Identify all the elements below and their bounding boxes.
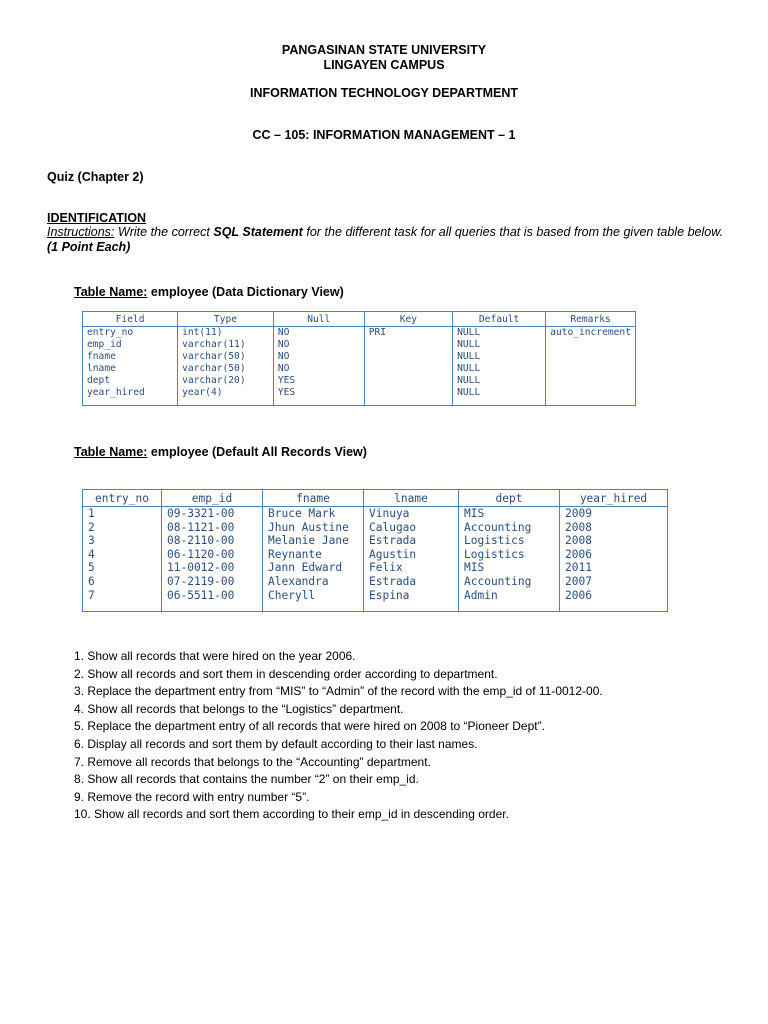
table-cell: Admin: [459, 589, 560, 612]
question-item: 3. Replace the department entry from “MIS” to “Admin” of the record with the emp_id of 11-0012-00.: [74, 684, 603, 699]
table-row: [83, 387, 636, 406]
table-cell: 2009: [565, 507, 592, 520]
table-cell: 2011: [565, 561, 592, 575]
table-cell: NULL: [453, 363, 546, 375]
table-cell: auto_increment: [550, 327, 631, 338]
table-cell: [546, 339, 636, 351]
section-heading: IDENTIFICATION: [47, 211, 147, 225]
table-name-value: employee (Default All Records View): [147, 445, 367, 459]
column-header: Null: [273, 312, 364, 327]
instructions-label: Instructions:: [47, 225, 115, 239]
table-cell: Agustin: [364, 548, 459, 562]
column-header: lname: [364, 490, 459, 507]
table-row: [83, 521, 668, 535]
column-header: Default: [453, 312, 546, 327]
table-cell: 2008: [565, 534, 592, 548]
employee-records-table: [82, 489, 668, 612]
table-cell: emp_id: [83, 339, 178, 351]
instructions-text-2: for the different task for all queries that is based from the given table below.: [302, 225, 724, 239]
question-item: 4. Show all records that belongs to the “Logistics” department.: [74, 701, 404, 716]
quiz-title: Quiz (Chapter 2): [47, 170, 144, 184]
table-cell: 08-2110-00: [162, 534, 263, 548]
table-cell: 09-3321-00: [162, 507, 263, 521]
table-cell: [364, 375, 452, 387]
table-cell: dept: [83, 375, 178, 387]
table-cell: NO: [273, 327, 364, 340]
table-cell: [546, 363, 636, 375]
question-item: 1. Show all records that were hired on the year 2006.: [74, 649, 356, 663]
table-cell: entry_no: [83, 327, 178, 340]
column-header: Type: [178, 312, 274, 327]
table-cell: lname: [83, 363, 178, 375]
table-row: [83, 561, 668, 575]
column-header: fname: [263, 490, 364, 507]
table-cell: NULL: [453, 327, 546, 340]
table-name-label: Table Name:: [74, 445, 148, 459]
table-row: [83, 339, 636, 351]
table-cell: 2006: [565, 588, 592, 602]
table-cell: varchar(20): [178, 375, 274, 387]
table-cell: Estrada: [364, 534, 459, 548]
table-row: [83, 351, 636, 363]
table-row: [83, 534, 668, 548]
table-row: [83, 363, 636, 375]
question-item: 9. Remove the record with entry number “5”.: [74, 789, 310, 804]
table-cell: NO: [273, 363, 364, 375]
table-row: [83, 589, 668, 612]
dictionary-header-row: [83, 312, 636, 327]
instructions: [47, 225, 723, 255]
table-cell: [364, 387, 452, 406]
table-cell: [546, 375, 636, 387]
table-cell: Espina: [364, 589, 459, 612]
table-cell: Logistics: [459, 548, 560, 562]
table-cell: Estrada: [364, 575, 459, 589]
table-cell: Felix: [364, 561, 459, 575]
table-cell: 11-0012-00: [162, 561, 263, 575]
table-cell: NULL: [453, 351, 546, 363]
table-row: [83, 375, 636, 387]
table-cell: year_hired: [83, 387, 178, 406]
question-item: 7. Remove all records that belongs to the “Accounting” department.: [74, 754, 431, 769]
question-item: 8. Show all records that contains the number “2” on their emp_id.: [74, 772, 419, 787]
data-dictionary-table: [82, 311, 636, 406]
column-header: emp_id: [162, 490, 263, 507]
department-name: INFORMATION TECHNOLOGY DEPARTMENT: [249, 86, 519, 100]
table-cell: 2006: [565, 547, 592, 561]
dictionary-table-caption: [74, 285, 344, 300]
question-item: 6. Display all records and sort them by default according to their last names.: [74, 736, 478, 751]
table-cell: NULL: [453, 387, 546, 406]
table-row: [83, 327, 636, 340]
table-row: [83, 507, 668, 521]
table-cell: Accounting: [459, 521, 560, 535]
course-title: CC – 105: INFORMATION MANAGEMENT – 1: [252, 128, 516, 142]
table-name-value: employee (Data Dictionary View): [147, 285, 344, 299]
column-header: Key: [364, 312, 452, 327]
points-note: (1 Point Each): [47, 240, 131, 254]
table-cell: varchar(11): [178, 339, 274, 351]
table-cell: NULL: [453, 375, 546, 387]
instructions-emphasis: SQL Statement: [213, 225, 303, 239]
instructions-text-1: Write the correct: [114, 225, 214, 239]
table-cell: int(11): [178, 327, 274, 340]
table-row: [83, 575, 668, 589]
table-cell: NULL: [453, 339, 546, 351]
table-cell: Logistics: [459, 534, 560, 548]
table-cell: MIS: [459, 561, 560, 575]
table-cell: 5: [83, 561, 162, 575]
question-item: 10. Show all records and sort them according to their emp_id in descending order.: [74, 807, 509, 822]
column-header: year_hired: [560, 490, 668, 507]
table-cell: YES: [273, 387, 364, 406]
table-cell: [364, 363, 452, 375]
table-cell: 06-5511-00: [162, 589, 263, 612]
table-cell: 3: [83, 534, 162, 548]
table-cell: Accounting: [459, 575, 560, 589]
table-cell: 2008: [565, 520, 592, 534]
table-cell: Alexandra: [263, 575, 364, 589]
table-row: [83, 548, 668, 562]
table-cell: fname: [83, 351, 178, 363]
table-cell: 7: [83, 589, 162, 612]
question-item: 5. Replace the department entry of all records that were hired on 2008 to “Pioneer Dept”.: [74, 719, 545, 734]
column-header: dept: [459, 490, 560, 507]
university-name: PANGASINAN STATE UNIVERSITY: [281, 43, 487, 57]
table-cell: year(4): [178, 387, 274, 406]
table-cell: [364, 351, 452, 363]
table-cell: 2007: [565, 574, 592, 588]
records-table-caption: [74, 445, 367, 460]
table-cell: 6: [83, 575, 162, 589]
table-cell: 07-2119-00: [162, 575, 263, 589]
table-cell: 2: [83, 521, 162, 535]
table-cell: Jhun Austine: [263, 521, 364, 535]
table-cell: Reynante: [263, 548, 364, 562]
records-header-row: [83, 490, 668, 507]
table-cell: [364, 339, 452, 351]
campus-name: LINGAYEN CAMPUS: [323, 58, 445, 72]
table-cell: PRI: [364, 327, 452, 340]
table-cell: [546, 351, 636, 363]
table-cell: 1: [83, 507, 162, 521]
table-cell: 08-1121-00: [162, 521, 263, 535]
table-cell: Vinuya: [364, 507, 459, 521]
table-cell: [546, 387, 636, 406]
column-header: entry_no: [83, 490, 162, 507]
table-cell: 4: [83, 548, 162, 562]
column-header: Remarks: [546, 312, 636, 327]
table-cell: Calugao: [364, 521, 459, 535]
table-cell: 06-1120-00: [162, 548, 263, 562]
table-cell: MIS: [459, 507, 560, 521]
table-cell: Bruce Mark: [263, 507, 364, 521]
table-name-label: Table Name:: [74, 285, 148, 299]
question-item: 2. Show all records and sort them in descending order according to department.: [74, 666, 498, 681]
table-cell: varchar(50): [178, 351, 274, 363]
question-list: [74, 648, 603, 824]
table-cell: NO: [273, 351, 364, 363]
table-cell: Melanie Jane: [263, 534, 364, 548]
table-cell: YES: [273, 375, 364, 387]
table-cell: NO: [273, 339, 364, 351]
table-cell: Jann Edward: [263, 561, 364, 575]
column-header: Field: [83, 312, 178, 327]
table-cell: Cheryll: [263, 589, 364, 612]
table-cell: varchar(50): [178, 363, 274, 375]
